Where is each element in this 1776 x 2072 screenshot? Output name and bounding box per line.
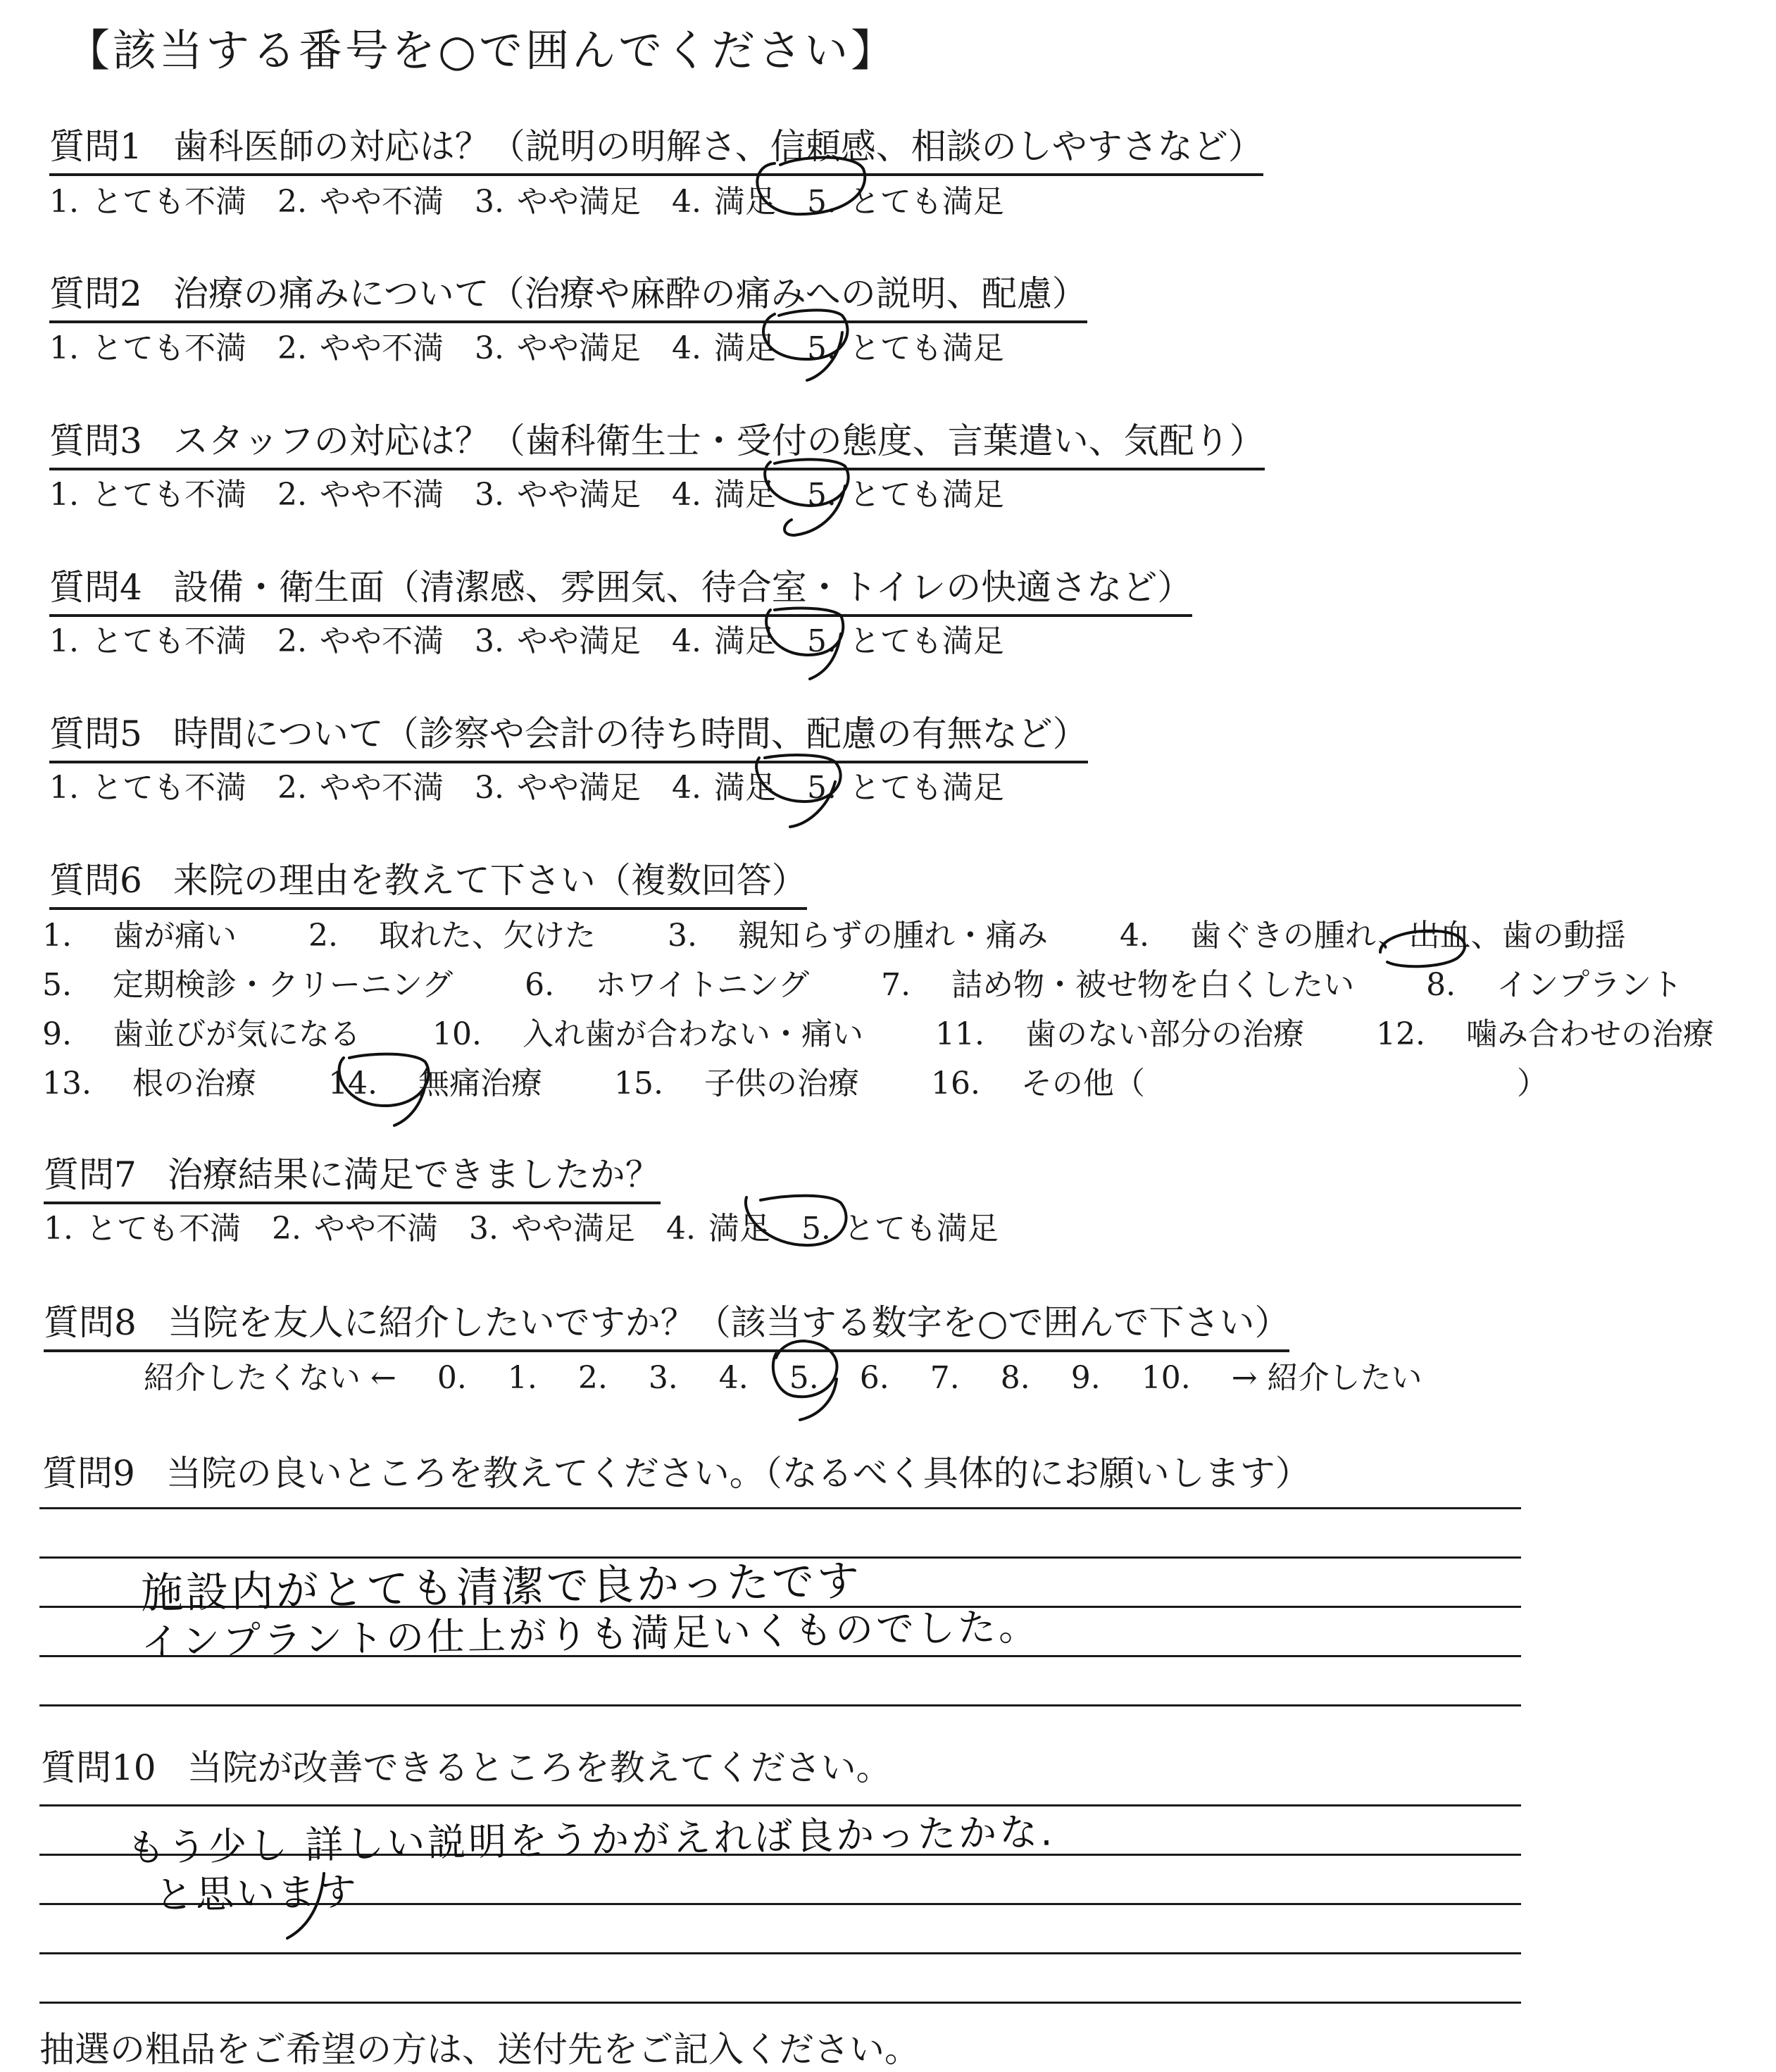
q6-option-5[interactable]: 5. 定期検診・クリーニング [42, 967, 454, 1003]
question-4-text: 設備・衛生面（清潔感、雰囲気、待合室・トイレの快適さなど） [173, 567, 1193, 608]
q6-option-11[interactable]: 11. 歯のない部分の治療 [934, 1016, 1304, 1052]
q8-left-label: 紹介したくない ← [144, 1360, 396, 1396]
q10-writing-line-5 [39, 2002, 1521, 2004]
q6-option-13[interactable]: 13. 根の治療 [42, 1066, 256, 1101]
q8-score-3[interactable]: 3. [648, 1360, 678, 1396]
q8-scale [144, 1352, 1453, 1397]
q5-option-2[interactable]: 2. やや不満 [277, 770, 444, 806]
question-9-label: 質問9 [42, 1453, 135, 1494]
q3-option-4[interactable]: 4. 満足 [671, 477, 776, 513]
q7-option-3[interactable]: 3. やや満足 [468, 1211, 635, 1247]
question-5-text: 時間について（診察や会計の待ち時間、配慮の有無など） [173, 713, 1088, 754]
q2-option-5[interactable]: 5. とても満足 [806, 330, 1004, 366]
question-8-header [44, 1294, 1289, 1352]
question-7-options [44, 1203, 1030, 1248]
q10-writing-line-4 [39, 1952, 1521, 1954]
question-4-label: 質問4 [49, 567, 142, 608]
q8-score-6[interactable]: 6. [859, 1360, 889, 1396]
question-7-header [44, 1147, 661, 1204]
q9-writing-line-5 [39, 1704, 1521, 1706]
q1-option-4[interactable]: 4. 満足 [671, 184, 776, 220]
question-1-label: 質問1 [49, 126, 142, 167]
q3-option-1[interactable]: 1. とても不満 [49, 477, 246, 513]
q5-option-4[interactable]: 4. 満足 [671, 770, 776, 806]
q8-score-10[interactable]: 10. [1141, 1360, 1191, 1396]
q8-right-label: → 紹介したい [1231, 1360, 1422, 1396]
q5-option-1[interactable]: 1. とても不満 [49, 770, 246, 806]
q4-option-1[interactable]: 1. とても不満 [49, 623, 246, 659]
q7-option-4[interactable]: 4. 満足 [665, 1211, 770, 1247]
q6-option-15[interactable]: 15. 子供の治療 [613, 1066, 859, 1101]
q8-score-1[interactable]: 1. [507, 1360, 537, 1396]
q1-option-1[interactable]: 1. とても不満 [49, 184, 246, 220]
question-3-label: 質問3 [49, 420, 142, 461]
question-5-header [49, 706, 1088, 763]
question-7-label: 質問7 [44, 1154, 137, 1195]
question-6-label: 質問6 [49, 860, 142, 901]
question-2-options [49, 323, 1035, 368]
q1-option-5[interactable]: 5. とても満足 [806, 184, 1004, 220]
question-1-text: 歯科医師の対応は？（説明の明解さ、信頼感、相談のしやすさなど） [173, 126, 1263, 167]
q5-option-5[interactable]: 5. とても満足 [806, 770, 1004, 806]
q4-option-5[interactable]: 5. とても満足 [806, 623, 1004, 659]
q6-option-9[interactable]: 9. 歯並びが気になる [42, 1016, 361, 1052]
q2-option-3[interactable]: 3. やや満足 [474, 330, 641, 366]
question-5-options [49, 762, 1035, 807]
question-7-text: 治療結果に満足できましたか？ [167, 1154, 661, 1195]
q8-score-0[interactable]: 0. [437, 1360, 467, 1396]
q6-option-2[interactable]: 2. 取れた、欠けた [308, 918, 596, 954]
q9-handwritten-answer-1[interactable]: 施設内がとても清潔で良かったです [140, 1556, 863, 1618]
q6-option-8[interactable]: 8. インプラント [1426, 967, 1683, 1003]
question-9-text: 当院の良いところを教えてください。（なるべく具体的にお願いします） [165, 1453, 1311, 1494]
question-8-label: 質問8 [44, 1302, 137, 1343]
q7-option-1[interactable]: 1. とても不満 [44, 1211, 241, 1247]
q6-option-3[interactable]: 3. 親知らずの腫れ・痛み [667, 918, 1048, 954]
question-3-text: スタッフの対応は？（歯科衛生士・受付の態度、言葉遣い、気配り） [173, 420, 1265, 461]
page-title: 【該当する番号を○で囲んでください】 [66, 25, 898, 76]
question-3-header [49, 413, 1265, 470]
question-10-header [41, 1740, 892, 1790]
q3-option-5[interactable]: 5. とても満足 [806, 477, 1004, 513]
q7-option-2[interactable]: 2. やや不満 [271, 1211, 438, 1247]
q6-options-row-2 [42, 959, 1744, 1004]
q7-option-5[interactable]: 5. とても満足 [801, 1211, 999, 1247]
q4-option-4[interactable]: 4. 満足 [671, 623, 776, 659]
q6-option-4[interactable]: 4. 歯ぐきの腫れ、出血、歯の動揺 [1119, 918, 1626, 954]
question-10-label: 質問10 [41, 1747, 156, 1788]
q2-option-1[interactable]: 1. とても不満 [49, 330, 246, 366]
q6-options-row-3 [42, 1009, 1776, 1054]
question-2-header [49, 266, 1087, 323]
q2-option-4[interactable]: 4. 満足 [671, 330, 776, 366]
question-9-header [42, 1445, 1311, 1496]
q6-option-16[interactable]: 16. その他（ [930, 1066, 1145, 1101]
question-8-text: 当院を友人に紹介したいですか？（該当する数字を○で囲んで下さい） [167, 1302, 1290, 1343]
question-4-header [49, 559, 1192, 617]
q1-option-2[interactable]: 2. やや不満 [277, 184, 444, 220]
q8-score-4[interactable]: 4. [718, 1360, 749, 1396]
q5-option-3[interactable]: 3. やや満足 [474, 770, 641, 806]
question-10-text: 当院が改善できるところを教えてください。 [187, 1747, 892, 1788]
q10-handwritten-answer-2[interactable]: と思います [154, 1869, 360, 1918]
q6-option-7[interactable]: 7. 詰め物・被せ物を白くしたい [881, 967, 1355, 1003]
q1-option-3[interactable]: 3. やや満足 [474, 184, 641, 220]
question-3-options [49, 469, 1035, 514]
q8-score-5[interactable]: 5. [789, 1360, 819, 1396]
q10-handwritten-answer-1[interactable]: もう少し 詳しい説明をうかがえれば良かったかな. [126, 1809, 1056, 1871]
question-5-label: 質問5 [49, 713, 142, 754]
q6-option-12[interactable]: 12. 噛み合わせの治療 [1375, 1016, 1714, 1052]
q2-option-2[interactable]: 2. やや不満 [277, 330, 444, 366]
footer-note: 抽選の粗品をご希望の方は、送付先をご記入ください。 [39, 2029, 920, 2070]
q6-option-14[interactable]: 14. 無痛治療 [327, 1066, 542, 1101]
q6-other-close: ） [1517, 1066, 1548, 1101]
question-1-header [49, 118, 1263, 176]
q3-option-3[interactable]: 3. やや満足 [474, 477, 641, 513]
q6-option-1[interactable]: 1. 歯が痛い [42, 918, 237, 954]
q6-options-row-1 [42, 910, 1688, 955]
q6-options-row-4 [42, 1058, 1207, 1103]
q4-option-2[interactable]: 2. やや不満 [277, 623, 444, 659]
q4-option-3[interactable]: 3. やや満足 [474, 623, 641, 659]
q8-score-8[interactable]: 8. [1000, 1360, 1030, 1396]
q9-writing-line-1 [39, 1507, 1521, 1509]
q6-option-6[interactable]: 6. ホワイトニング [525, 967, 810, 1003]
question-1-options [49, 176, 1035, 221]
q8-score-7[interactable]: 7. [930, 1360, 960, 1396]
question-6-text: 来院の理由を教えて下さい（複数回答） [173, 860, 807, 901]
q9-handwritten-answer-2[interactable]: インプラントの仕上がりも満足いくものでした。 [140, 1604, 1040, 1665]
q8-score-2[interactable]: 2. [577, 1360, 608, 1396]
q8-score-9[interactable]: 9. [1070, 1360, 1101, 1396]
q3-option-2[interactable]: 2. やや不満 [277, 477, 444, 513]
q6-option-10[interactable]: 10. 入れ歯が合わない・痛い [432, 1016, 863, 1052]
question-6-header [49, 852, 807, 910]
question-2-text: 治療の痛みについて（治療や麻酔の痛みへの説明、配慮） [173, 273, 1087, 314]
question-2-label: 質問2 [49, 273, 142, 314]
question-4-options [49, 616, 1035, 661]
